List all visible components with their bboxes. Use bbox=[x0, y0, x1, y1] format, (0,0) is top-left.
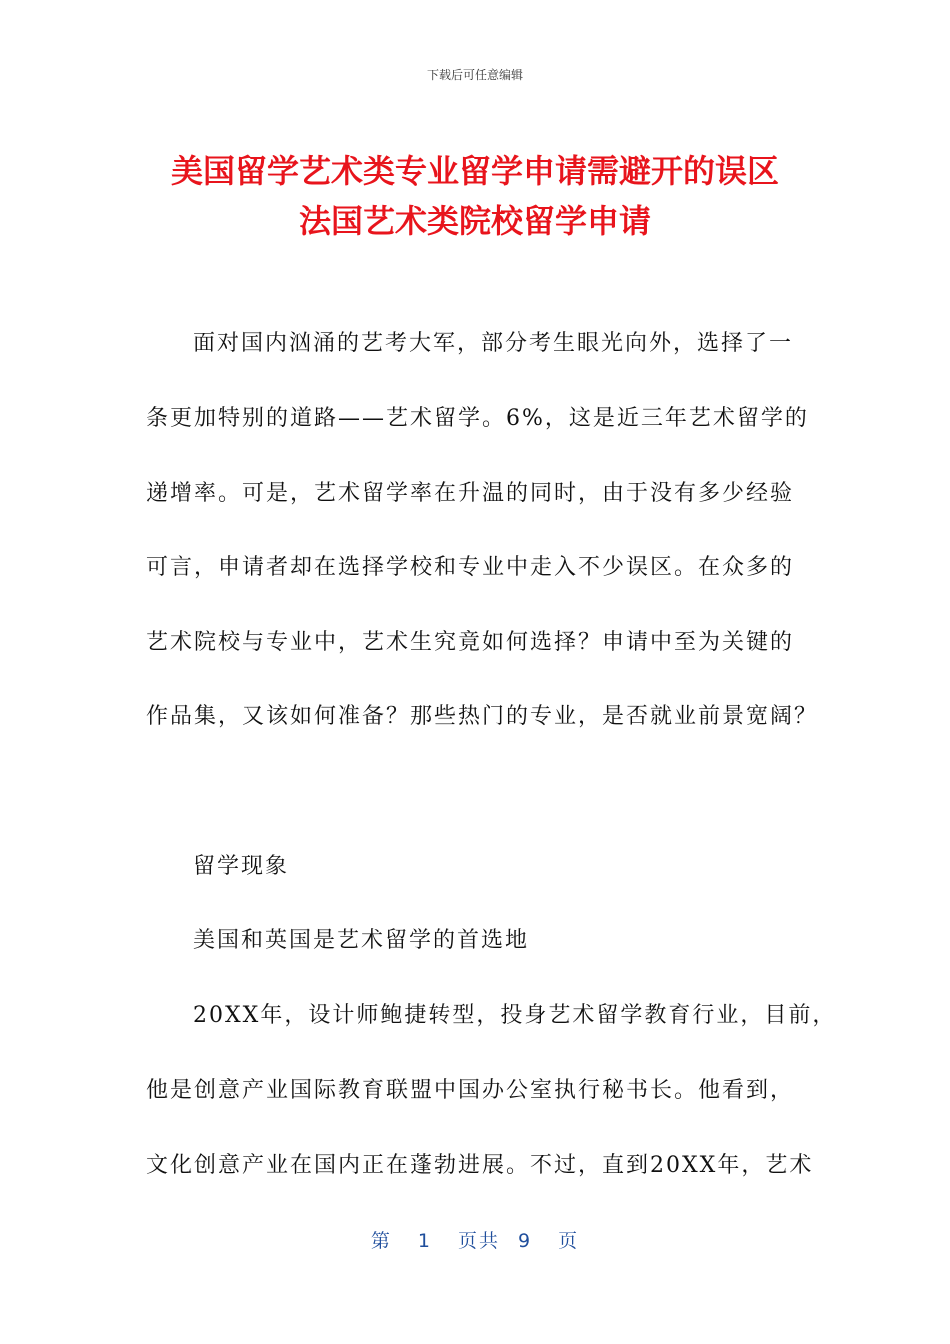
section-heading: 留学现象 bbox=[193, 854, 290, 879]
paragraph-1-line-2: 条更加特别的道路——艺术留学。6%，这是近三年艺术留学的 bbox=[146, 406, 809, 431]
paragraph-1-line-3: 递增率。可是，艺术留学率在升温的同时，由于没有多少经验 bbox=[146, 481, 795, 506]
paragraph-1-line-4: 可言，申请者却在选择学校和专业中走入不少误区。在众多的 bbox=[146, 555, 795, 580]
section-subheading: 美国和英国是艺术留学的首选地 bbox=[193, 928, 530, 953]
document-title-line-2: 法国艺术类院校留学申请 bbox=[298, 202, 651, 240]
paragraph-2-line-1: 20XX年，设计师鲍捷转型，投身艺术留学教育行业，目前， bbox=[193, 1003, 837, 1028]
page-footer bbox=[0, 1226, 950, 1253]
paragraph-2-line-2: 他是创意产业国际教育联盟中国办公室执行秘书长。他看到， bbox=[146, 1078, 795, 1103]
footer-prefix: 第 bbox=[370, 1230, 392, 1252]
footer-current-page: 1 bbox=[417, 1230, 432, 1252]
paragraph-1-line-5: 艺术院校与专业中，艺术生究竟如何选择？申请中至为关键的 bbox=[146, 630, 795, 655]
paragraph-1-line-1: 面对国内汹涌的艺考大军，部分考生眼光向外，选择了一 bbox=[193, 331, 794, 356]
document-title-line-1: 美国留学艺术类专业留学申请需避开的误区 bbox=[170, 152, 779, 190]
paragraph-1-line-6: 作品集，又该如何准备？那些热门的专业，是否就业前景宽阔？ bbox=[146, 704, 819, 729]
footer-middle: 页共 bbox=[457, 1230, 500, 1252]
page-header-note: 下载后可任意编辑 bbox=[426, 68, 523, 82]
paragraph-2-line-3: 文化创意产业在国内正在蓬勃进展。不过，直到20XX年，艺术 bbox=[146, 1153, 814, 1178]
footer-suffix: 页 bbox=[558, 1230, 580, 1252]
footer-total-pages: 9 bbox=[518, 1230, 533, 1252]
